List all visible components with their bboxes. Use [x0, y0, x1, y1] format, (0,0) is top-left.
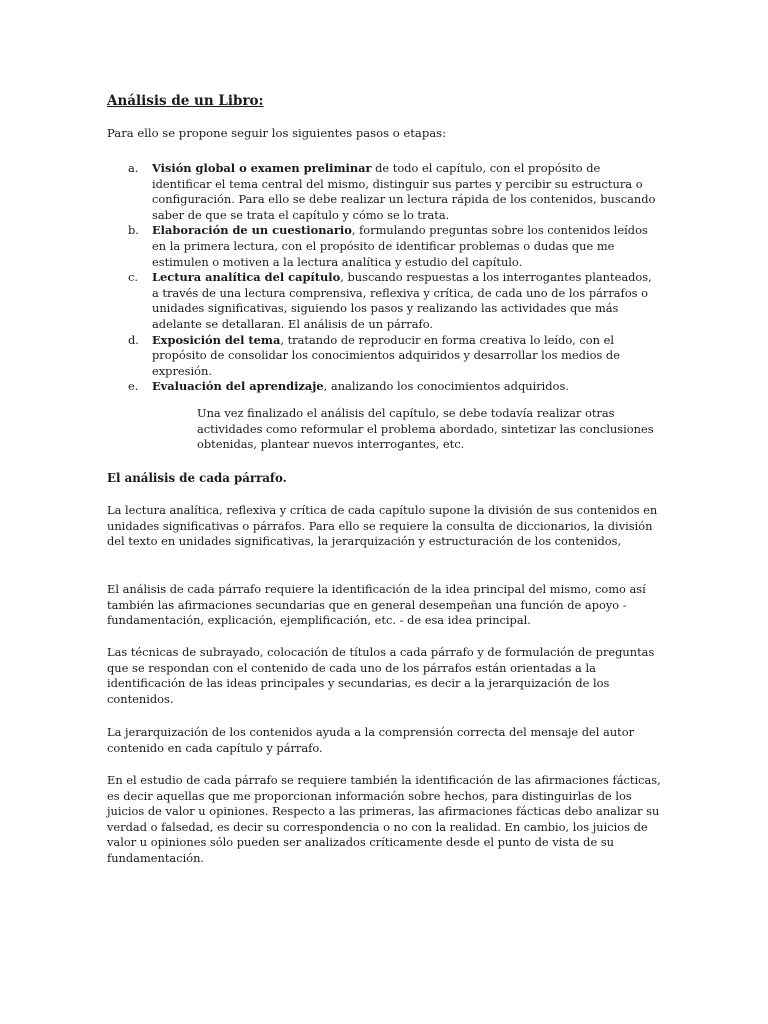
step-heading: Evaluación del aprendizaje [152, 379, 324, 394]
steps-list [128, 161, 662, 395]
step-heading: Lectura analítica del capítulo [152, 270, 341, 285]
list-marker: c. [128, 270, 139, 285]
step-heading: Visión global o examen preliminar [152, 161, 372, 175]
list-marker: a. [128, 161, 139, 175]
step-text: , buscando respuestas a los interrogantes planteados, a través de una lectura comprensiva, reflexiva y crítica, de cada uno de los párrafos o unidades significativas, siguiendo los pasos y realizando las actividades que más adelante se detallaran. El análisis de un párrafo. [152, 270, 652, 331]
list-item [128, 270, 662, 332]
paragraph: En el estudio de cada párrafo se requiere también la identificación de las afirmaciones fácticas, es decir aquellas que me proporcionan información sobre hechos, para distinguirlas de los juicios de valor u opiniones. Respecto a las primeras, las afirmaciones fácticas debo analizar su verdad o falsedad, es decir su correspondencia o no con la realidad. En cambio, los juicios de valor u opiniones sólo pueden ser analizados críticamente desde el punto de vista de su fundamentación. [107, 773, 661, 865]
step-text: , tratando de reproducir en forma creativa lo leído, con el propósito de consolidar los conocimientos adquiridos y desarrollar los medios de expresión. [152, 332, 620, 378]
step-text: , formulando preguntas sobre los contenidos leídos en la primera lectura, con el propósito de identificar problemas o dudas que me estimulen o motiven a la lectura analítica y estudio del capítulo. [152, 223, 648, 269]
section-title: El análisis de cada párrafo. [107, 471, 287, 485]
list-item [128, 379, 662, 395]
list-item [128, 161, 662, 223]
step-heading: Elaboración de un cuestionario [152, 223, 352, 238]
step-heading: Exposición del tema [152, 332, 281, 347]
document-title: Análisis de un Libro: [107, 93, 264, 109]
list-marker: b. [128, 223, 139, 238]
list-item [128, 332, 662, 380]
list-marker: d. [128, 332, 139, 347]
intro-text: Para ello se propone seguir los siguientes pasos o etapas: [107, 126, 447, 140]
step-text: de todo el capítulo, con el propósito de identificar el tema central del mismo, distinguir sus partes y percibir su estructura o configuración. Para ello se debe realizar un lectura rápida de los contenidos, buscando saber de que se trata el capítulo y cómo se lo trata. [152, 161, 656, 222]
paragraph: Las técnicas de subrayado, colocación de títulos a cada párrafo y de formulación de preguntas que se respondan con el contenido de cada uno de los párrafos están orientadas a la identificación de las ideas principales y secundarias, es decir a la jerarquización de los contenidos. [107, 645, 655, 706]
paragraph: La jerarquización de los contenidos ayuda a la comprensión correcta del mensaje del autor contenido en cada capítulo y párrafo. [107, 725, 635, 755]
paragraph: La lectura analítica, reflexiva y crítica de cada capítulo supone la división de sus contenidos en unidades significativas o párrafos. Para ello se requiere la consulta de diccionarios, la división del texto en unidades significativas, la jerarquización y estructuración de los contenidos, [107, 503, 658, 549]
step-text: , analizando los conocimientos adquiridos. [323, 379, 569, 394]
list-item [128, 223, 662, 270]
paragraph: El análisis de cada párrafo requiere la identificación de la idea principal del mismo, como así también las afirmaciones secundarias que en general desempeñan una función de apoyo - fundamentación, explicación, ejemplificación, etc. - de esa idea principal. [107, 582, 646, 628]
closing-note: Una vez finalizado el análisis del capítulo, se debe todavía realizar otras actividades como reformular el problema abordado, sintetizar las conclusiones obtenidas, plantear nuevos interrogantes, etc. [197, 406, 654, 452]
list-marker: e. [128, 379, 139, 394]
